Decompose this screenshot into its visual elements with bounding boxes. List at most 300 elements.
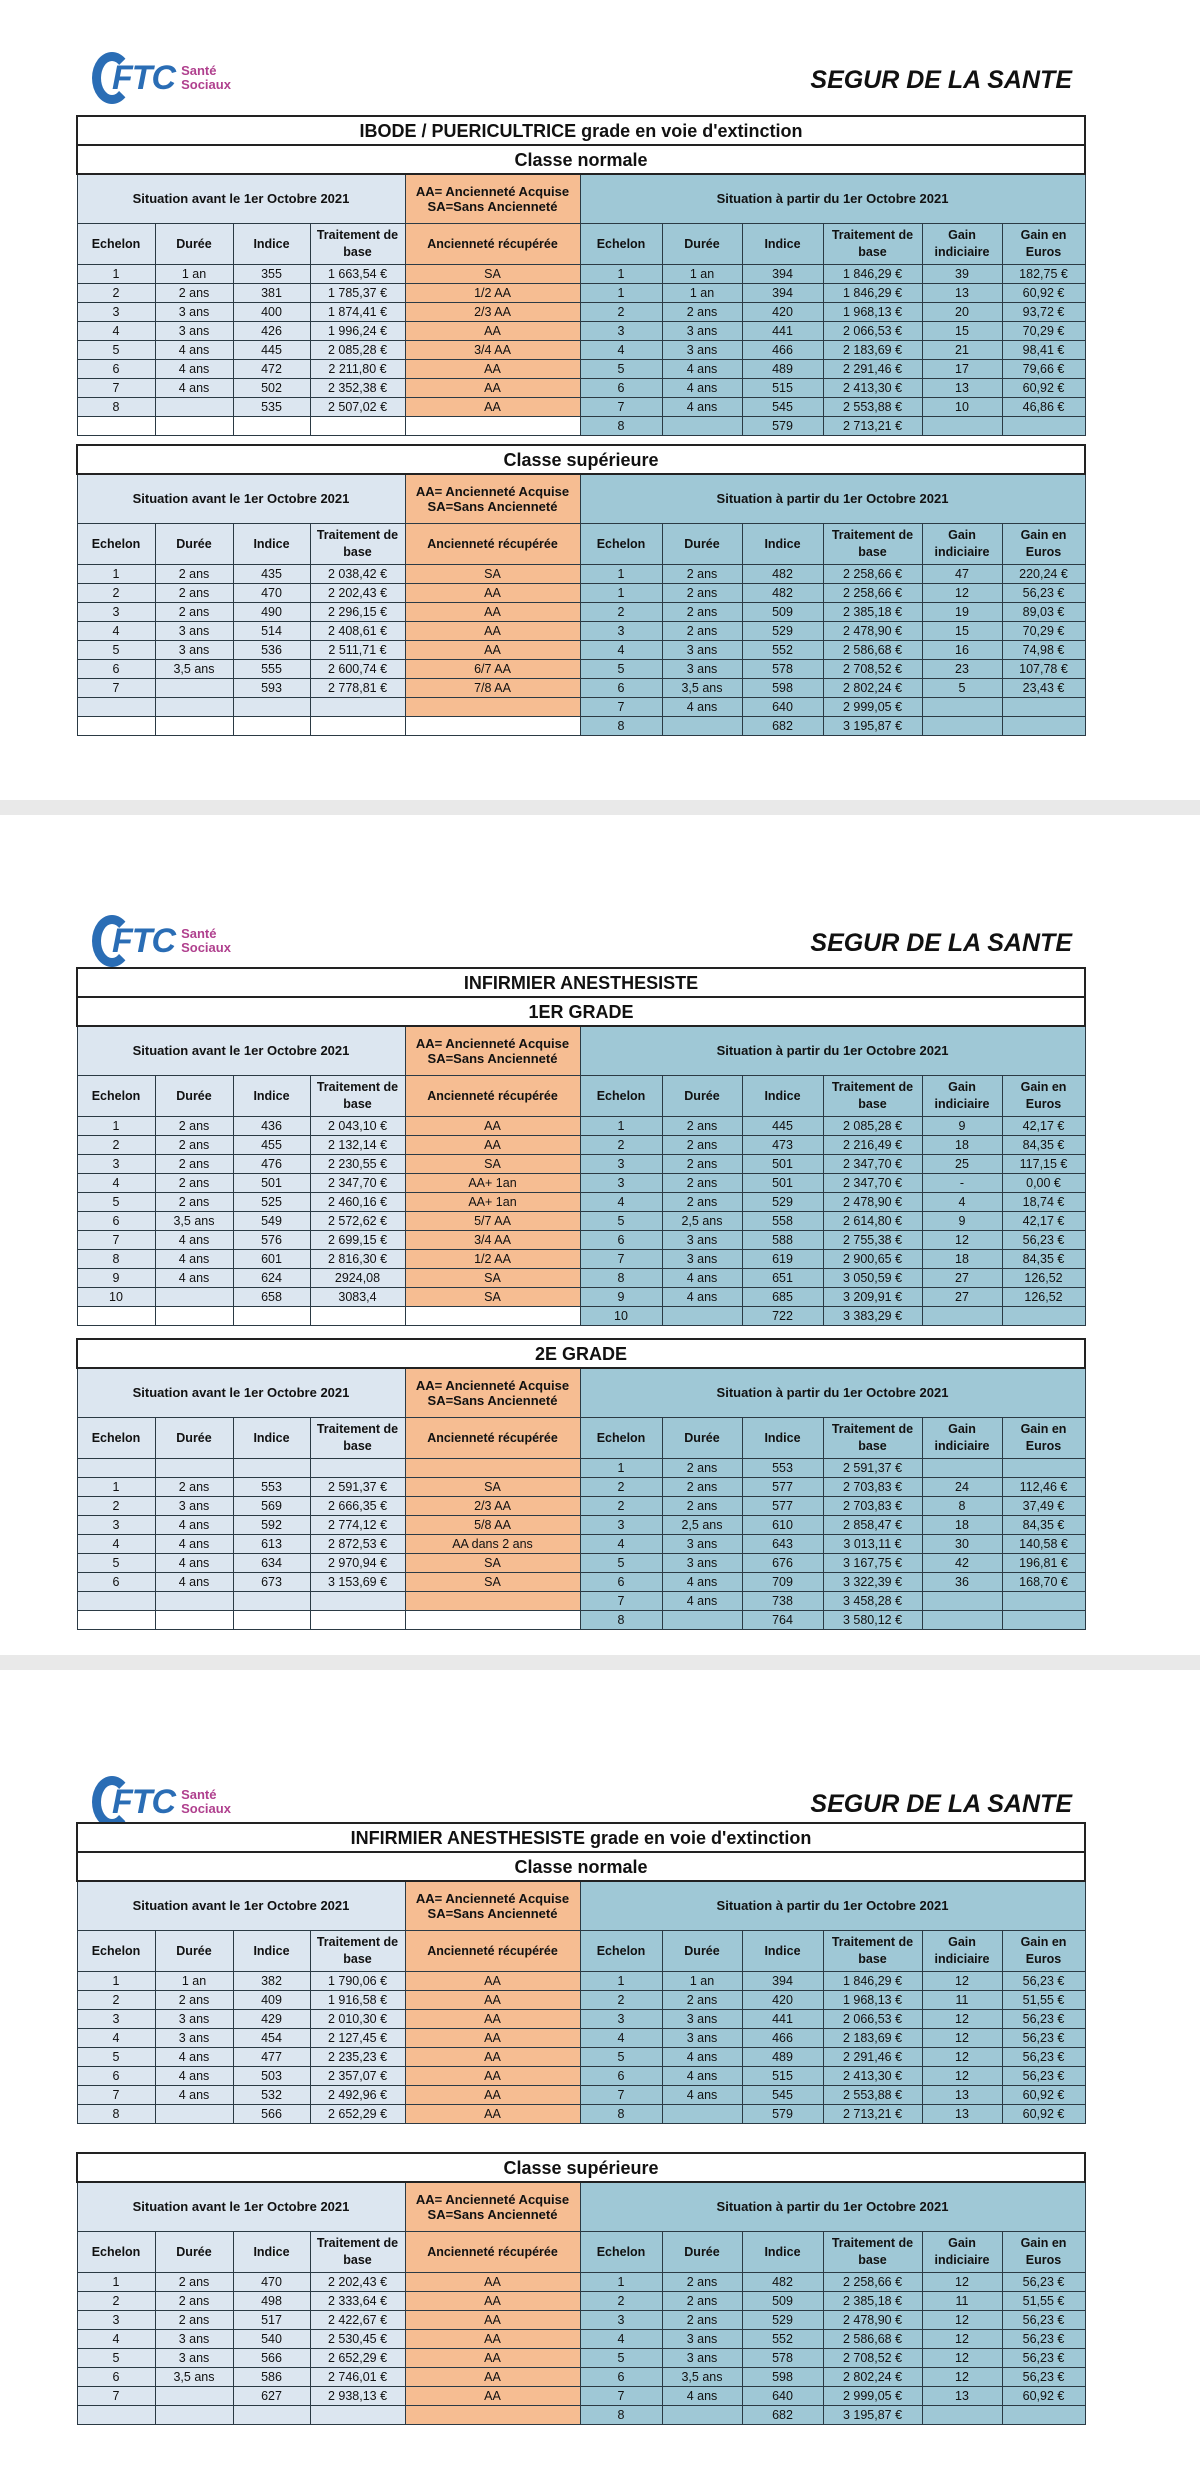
- table-cell: 36: [922, 1573, 1002, 1592]
- after-header: Situation à partir du 1er Octobre 2021: [580, 1026, 1085, 1076]
- logo-line1: Santé: [181, 926, 217, 941]
- table-cell: 643: [742, 1535, 823, 1554]
- table-cell: 429: [233, 2010, 310, 2029]
- table-cell: 3 195,87 €: [823, 717, 922, 736]
- table-title: IBODE / PUERICULTRICE grade en voie d'extinction: [77, 116, 1085, 145]
- table-row: [77, 2029, 1085, 2048]
- table-cell: 2 066,53 €: [823, 2010, 922, 2029]
- table-cell: AA: [405, 2311, 580, 2330]
- table-cell: 3 ans: [155, 2029, 233, 2048]
- table-cell: 2 ans: [662, 584, 742, 603]
- cftc-logo: [92, 52, 231, 104]
- table-cell: -: [922, 1174, 1002, 1193]
- table-cell: 2 ans: [662, 622, 742, 641]
- column-header: Traitement de base: [310, 1931, 405, 1972]
- table-cell: 3: [77, 303, 155, 322]
- table-cell: 70,29 €: [1002, 622, 1085, 641]
- column-header: Durée: [662, 2232, 742, 2273]
- column-header: Echelon: [77, 224, 155, 265]
- table-cell: 682: [742, 717, 823, 736]
- table-cell: 4 ans: [155, 2048, 233, 2067]
- table-cell: 2 ans: [155, 603, 233, 622]
- table-row: [77, 303, 1085, 322]
- table-cell: 1 an: [662, 265, 742, 284]
- column-header: Traitement de base: [823, 524, 922, 565]
- table-cell: 624: [233, 1269, 310, 1288]
- table-cell: 3 ans: [155, 2349, 233, 2368]
- table-cell: 426: [233, 322, 310, 341]
- legend-sa: SA=Sans Ancienneté: [427, 1051, 558, 1066]
- table-cell: 685: [742, 1288, 823, 1307]
- table-cell: 676: [742, 1554, 823, 1573]
- table-cell: 2 970,94 €: [310, 1554, 405, 1573]
- column-header: Traitement de base: [310, 524, 405, 565]
- table-row: [77, 379, 1085, 398]
- table-cell: 2 385,18 €: [823, 2292, 922, 2311]
- after-header: Situation à partir du 1er Octobre 2021: [580, 1368, 1085, 1418]
- table-cell: 4: [77, 1535, 155, 1554]
- table-cell: 3 050,59 €: [823, 1269, 922, 1288]
- column-header: Gain en Euros: [1002, 524, 1085, 565]
- table-row: [77, 1307, 1085, 1326]
- table-cell: 2 746,01 €: [310, 2368, 405, 2387]
- table-cell: [233, 1592, 310, 1611]
- column-header: Traitement de base: [823, 224, 922, 265]
- table-cell: 18: [922, 1250, 1002, 1269]
- table-cell: 2 216,49 €: [823, 1136, 922, 1155]
- table-cell: 2 492,96 €: [310, 2086, 405, 2105]
- table-cell: 501: [233, 1174, 310, 1193]
- logo-subtitle: [181, 927, 231, 955]
- table-cell: 5: [77, 641, 155, 660]
- table-cell: 3 ans: [662, 341, 742, 360]
- table-cell: 1 785,37 €: [310, 284, 405, 303]
- column-header: Traitement de base: [823, 1418, 922, 1459]
- table-cell: 2: [77, 2292, 155, 2311]
- table-cell: 578: [742, 2349, 823, 2368]
- table-cell: 477: [233, 2048, 310, 2067]
- table-cell: 60,92 €: [1002, 2086, 1085, 2105]
- table-cell: 2 ans: [662, 1497, 742, 1516]
- table-cell: AA+ 1an: [405, 1193, 580, 1212]
- table-cell: 2 858,47 €: [823, 1516, 922, 1535]
- column-header: Durée: [662, 1931, 742, 1972]
- table-cell: 2 ans: [662, 303, 742, 322]
- table-cell: 2 043,10 €: [310, 1117, 405, 1136]
- table-cell: 8: [580, 717, 662, 736]
- table-cell: 12: [922, 2368, 1002, 2387]
- table-cell: 4 ans: [155, 1250, 233, 1269]
- table-cell: 2 347,70 €: [823, 1174, 922, 1193]
- table-cell: 1 846,29 €: [823, 265, 922, 284]
- table-cell: 441: [742, 322, 823, 341]
- table-cell: [77, 1611, 155, 1630]
- table-cell: 2 900,65 €: [823, 1250, 922, 1269]
- table-cell: AA: [405, 1991, 580, 2010]
- table-cell: 5: [77, 2048, 155, 2067]
- column-header: Ancienneté récupérée: [405, 524, 580, 565]
- table-cell: 7: [580, 398, 662, 417]
- table-cell: 2 ans: [662, 565, 742, 584]
- table-cell: 5: [580, 1212, 662, 1231]
- table-cell: SA: [405, 1269, 580, 1288]
- table-cell: 2: [580, 603, 662, 622]
- table-cell: 4: [580, 641, 662, 660]
- table-row: [77, 1535, 1085, 1554]
- table-cell: 196,81 €: [1002, 1554, 1085, 1573]
- table-cell: 42,17 €: [1002, 1117, 1085, 1136]
- table-cell: 7: [77, 2086, 155, 2105]
- table-cell: 5/7 AA: [405, 1212, 580, 1231]
- table-cell: 9: [922, 1117, 1002, 1136]
- table-cell: 15: [922, 622, 1002, 641]
- table-row: [77, 1136, 1085, 1155]
- table-cell: 586: [233, 2368, 310, 2387]
- table-cell: 503: [233, 2067, 310, 2086]
- table-cell: 3: [77, 603, 155, 622]
- table-cell: 2 ans: [155, 1478, 233, 1497]
- table-cell: 489: [742, 360, 823, 379]
- table-cell: [155, 1307, 233, 1326]
- table-cell: 2 ans: [662, 603, 742, 622]
- table-cell: 89,03 €: [1002, 603, 1085, 622]
- column-header: Gain indiciaire: [922, 1418, 1002, 1459]
- table-cell: AA: [405, 360, 580, 379]
- table-cell: [405, 1611, 580, 1630]
- table-cell: 126,52: [1002, 1288, 1085, 1307]
- table-cell: 2 ans: [155, 1136, 233, 1155]
- table-cell: 2,5 ans: [662, 1516, 742, 1535]
- table-cell: 598: [742, 679, 823, 698]
- table-cell: 7: [580, 1250, 662, 1269]
- table-section: Classe supérieure: [77, 445, 1085, 474]
- table-cell: 509: [742, 603, 823, 622]
- table-cell: 2 352,38 €: [310, 379, 405, 398]
- column-header: Gain indiciaire: [922, 524, 1002, 565]
- table-cell: [155, 1288, 233, 1307]
- table-cell: 2 507,02 €: [310, 398, 405, 417]
- logo-line2: Sociaux: [181, 77, 231, 92]
- column-header: Traitement de base: [310, 1076, 405, 1117]
- table-cell: [1002, 717, 1085, 736]
- column-header: Echelon: [77, 1418, 155, 1459]
- table-cell: [77, 1592, 155, 1611]
- table-cell: 2 938,13 €: [310, 2387, 405, 2406]
- table-cell: 1: [77, 1117, 155, 1136]
- logo-line1: Santé: [181, 63, 217, 78]
- table-cell: 39: [922, 265, 1002, 284]
- table-cell: 1: [77, 1478, 155, 1497]
- table-cell: 2924,08: [310, 1269, 405, 1288]
- table-cell: 1: [580, 284, 662, 303]
- table-cell: 502: [233, 379, 310, 398]
- table-cell: 3 ans: [155, 641, 233, 660]
- table-cell: 569: [233, 1497, 310, 1516]
- table-cell: 2 235,23 €: [310, 2048, 405, 2067]
- column-header: Traitement de base: [310, 1418, 405, 1459]
- table-cell: 445: [233, 341, 310, 360]
- table-cell: 4 ans: [155, 341, 233, 360]
- table-cell: SA: [405, 1554, 580, 1573]
- table-cell: 4: [580, 2330, 662, 2349]
- column-header: Ancienneté récupérée: [405, 2232, 580, 2273]
- table-cell: [662, 1611, 742, 1630]
- column-header: Indice: [233, 224, 310, 265]
- table-cell: 529: [742, 1193, 823, 1212]
- table-cell: 2 666,35 €: [310, 1497, 405, 1516]
- table-cell: AA dans 2 ans: [405, 1535, 580, 1554]
- table-cell: 3 ans: [662, 2330, 742, 2349]
- table-cell: 482: [742, 565, 823, 584]
- table-row: [77, 2010, 1085, 2029]
- table-cell: 394: [742, 265, 823, 284]
- table-cell: [922, 698, 1002, 717]
- logo-brand: FTC: [112, 1782, 176, 1821]
- column-header: Echelon: [580, 1076, 662, 1117]
- table-cell: 8: [580, 1269, 662, 1288]
- table-cell: 473: [742, 1136, 823, 1155]
- table-cell: 56,23 €: [1002, 2349, 1085, 2368]
- table-cell: 498: [233, 2292, 310, 2311]
- table-cell: 1: [77, 565, 155, 584]
- table-cell: 4: [580, 341, 662, 360]
- table-cell: 4: [580, 1535, 662, 1554]
- seniority-legend: [405, 2182, 580, 2232]
- table-cell: 84,35 €: [1002, 1136, 1085, 1155]
- table-cell: 2 713,21 €: [823, 2105, 922, 2124]
- table-cell: 2 553,88 €: [823, 2086, 922, 2105]
- column-header: Gain en Euros: [1002, 1931, 1085, 1972]
- tables-container: [76, 1822, 1084, 2425]
- table-row: [77, 641, 1085, 660]
- table-cell: 3 153,69 €: [310, 1573, 405, 1592]
- table-cell: 2: [580, 2292, 662, 2311]
- table-cell: 2 478,90 €: [823, 622, 922, 641]
- legend-sa: SA=Sans Ancienneté: [427, 1393, 558, 1408]
- table-cell: 8: [580, 417, 662, 436]
- table-cell: 1 790,06 €: [310, 1972, 405, 1991]
- table-row: [77, 698, 1085, 717]
- table-cell: [310, 417, 405, 436]
- column-header: Echelon: [580, 1418, 662, 1459]
- column-header: Echelon: [580, 1931, 662, 1972]
- column-header: Indice: [233, 524, 310, 565]
- table-cell: 588: [742, 1231, 823, 1250]
- table-cell: AA: [405, 2349, 580, 2368]
- table-cell: 2: [580, 1136, 662, 1155]
- table-row: [77, 1117, 1085, 1136]
- table-row: [77, 1573, 1085, 1592]
- table-cell: 1 874,41 €: [310, 303, 405, 322]
- legend-aa: AA= Ancienneté Acquise: [415, 1036, 570, 1051]
- table-row: [77, 679, 1085, 698]
- table-cell: 555: [233, 660, 310, 679]
- column-header: Gain indiciaire: [922, 1931, 1002, 1972]
- table-cell: 382: [233, 1972, 310, 1991]
- table-cell: 5: [77, 1554, 155, 1573]
- table-cell: 3083,4: [310, 1288, 405, 1307]
- table-cell: 6: [77, 1573, 155, 1592]
- column-header: Echelon: [580, 224, 662, 265]
- table-cell: 2 ans: [662, 1193, 742, 1212]
- table-cell: SA: [405, 265, 580, 284]
- table-cell: 400: [233, 303, 310, 322]
- table-row: [77, 417, 1085, 436]
- table-cell: 7: [77, 2387, 155, 2406]
- table-cell: [155, 1459, 233, 1478]
- table-cell: 3 458,28 €: [823, 1592, 922, 1611]
- table-row: [77, 398, 1085, 417]
- table-cell: 12: [922, 2029, 1002, 2048]
- table-cell: [922, 1307, 1002, 1326]
- seniority-legend: [405, 474, 580, 524]
- column-header: Indice: [742, 224, 823, 265]
- table-cell: 2: [77, 1991, 155, 2010]
- table-cell: [922, 1611, 1002, 1630]
- table-cell: 7: [580, 1592, 662, 1611]
- table-cell: 2 755,38 €: [823, 1231, 922, 1250]
- table-cell: 4 ans: [155, 1231, 233, 1250]
- table-cell: 10: [580, 1307, 662, 1326]
- table-cell: 15: [922, 322, 1002, 341]
- table-row: [77, 1516, 1085, 1535]
- table-cell: 3 ans: [662, 1554, 742, 1573]
- table-cell: [155, 398, 233, 417]
- before-header: Situation avant le 1er Octobre 2021: [77, 1881, 405, 1931]
- table-cell: 5: [580, 360, 662, 379]
- table-cell: 2 999,05 €: [823, 698, 922, 717]
- legend-sa: SA=Sans Ancienneté: [427, 499, 558, 514]
- table-cell: 6: [77, 360, 155, 379]
- table-cell: 640: [742, 698, 823, 717]
- table-cell: [155, 1611, 233, 1630]
- table-row: [77, 1269, 1085, 1288]
- table-cell: 2 713,21 €: [823, 417, 922, 436]
- table-cell: SA: [405, 565, 580, 584]
- column-header: Indice: [233, 2232, 310, 2273]
- table-row: [77, 284, 1085, 303]
- page-1: [0, 0, 1200, 800]
- column-header: Durée: [662, 224, 742, 265]
- table-row: [77, 2349, 1085, 2368]
- table-cell: 1 663,54 €: [310, 265, 405, 284]
- before-header: Situation avant le 1er Octobre 2021: [77, 1368, 405, 1418]
- table-cell: 2 ans: [662, 1478, 742, 1497]
- table-row: [77, 1497, 1085, 1516]
- page-2: [0, 815, 1200, 1655]
- table-cell: AA: [405, 1117, 580, 1136]
- table-cell: 577: [742, 1478, 823, 1497]
- table-cell: 2 357,07 €: [310, 2067, 405, 2086]
- table-cell: [1002, 1307, 1085, 1326]
- table-cell: 593: [233, 679, 310, 698]
- table-cell: [922, 717, 1002, 736]
- table-cell: 4: [77, 622, 155, 641]
- table-cell: 2: [580, 1478, 662, 1497]
- table-cell: 3: [580, 1516, 662, 1535]
- table-cell: 7: [77, 679, 155, 698]
- column-header: Indice: [742, 2232, 823, 2273]
- table-cell: 2 ans: [155, 284, 233, 303]
- table-cell: 27: [922, 1288, 1002, 1307]
- table-row: [77, 2330, 1085, 2349]
- table-section: Classe normale: [77, 145, 1085, 174]
- column-header: Indice: [233, 1076, 310, 1117]
- table-cell: [922, 2406, 1002, 2425]
- table-cell: [310, 1459, 405, 1478]
- column-header: Durée: [155, 2232, 233, 2273]
- table-row: [77, 2406, 1085, 2425]
- table-cell: 552: [742, 641, 823, 660]
- table-cell: 2 ans: [155, 1155, 233, 1174]
- table-cell: [233, 698, 310, 717]
- table-cell: 8: [580, 1611, 662, 1630]
- table-cell: 3,5 ans: [155, 660, 233, 679]
- table-cell: 722: [742, 1307, 823, 1326]
- table-cell: 3 195,87 €: [823, 2406, 922, 2425]
- table-cell: [77, 1459, 155, 1478]
- table-cell: 2 038,42 €: [310, 565, 405, 584]
- table-cell: 598: [742, 2368, 823, 2387]
- table-row: [77, 603, 1085, 622]
- table-cell: 2 085,28 €: [310, 341, 405, 360]
- table-cell: AA: [405, 584, 580, 603]
- table-cell: [77, 417, 155, 436]
- table-cell: 2 ans: [662, 1459, 742, 1478]
- table-cell: 107,78 €: [1002, 660, 1085, 679]
- table-cell: 536: [233, 641, 310, 660]
- seniority-legend: [405, 1368, 580, 1418]
- table-row: [77, 2086, 1085, 2105]
- table-row: [77, 1212, 1085, 1231]
- table-cell: 2 230,55 €: [310, 1155, 405, 1174]
- table-cell: 3 ans: [662, 660, 742, 679]
- table-cell: 2: [580, 303, 662, 322]
- table-cell: 2 413,30 €: [823, 2067, 922, 2086]
- table-cell: 6: [580, 2368, 662, 2387]
- table-cell: [77, 717, 155, 736]
- column-header: Durée: [155, 1418, 233, 1459]
- tables-container: [76, 115, 1084, 736]
- logo-subtitle: [181, 64, 231, 92]
- table-cell: 545: [742, 398, 823, 417]
- table-cell: 16: [922, 641, 1002, 660]
- table-cell: 2: [77, 1497, 155, 1516]
- table-cell: 4: [77, 322, 155, 341]
- table-cell: 3 167,75 €: [823, 1554, 922, 1573]
- table-cell: 56,23 €: [1002, 2048, 1085, 2067]
- table-cell: 2 703,83 €: [823, 1497, 922, 1516]
- table-cell: 1 996,24 €: [310, 322, 405, 341]
- table-cell: 2 ans: [662, 1117, 742, 1136]
- table-cell: 12: [922, 2010, 1002, 2029]
- table-cell: 2 296,15 €: [310, 603, 405, 622]
- table-cell: 2 258,66 €: [823, 565, 922, 584]
- table-section: 2E GRADE: [77, 1339, 1085, 1368]
- table-row: [77, 2368, 1085, 2387]
- table-cell: [310, 1307, 405, 1326]
- table-cell: 514: [233, 622, 310, 641]
- table-cell: 11: [922, 1991, 1002, 2010]
- table-cell: 613: [233, 1535, 310, 1554]
- table-section: 1ER GRADE: [77, 997, 1085, 1026]
- table-cell: 60,92 €: [1002, 284, 1085, 303]
- table-cell: 60,92 €: [1002, 2105, 1085, 2124]
- column-header: Indice: [233, 1931, 310, 1972]
- table-cell: 2 774,12 €: [310, 1516, 405, 1535]
- table-cell: [233, 717, 310, 736]
- table-cell: 3 580,12 €: [823, 1611, 922, 1630]
